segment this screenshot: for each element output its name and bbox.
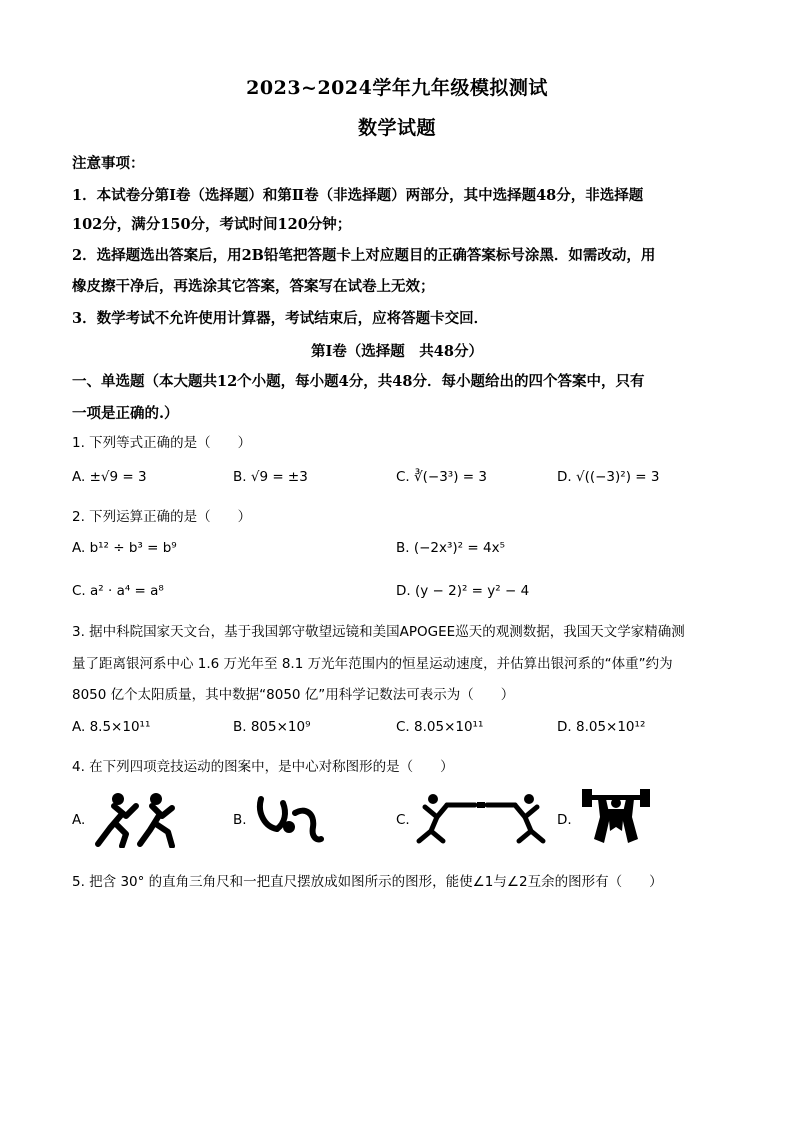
option-b: B. √9 = ±3	[233, 469, 308, 485]
notes-heading: 注意事项：	[72, 155, 145, 172]
exam-subject: 数学试题	[357, 117, 436, 139]
note-line: 3．数学考试不允许使用计算器，考试结束后，应将答题卡交回．	[72, 310, 489, 327]
weightlifting-pictogram	[580, 787, 652, 849]
option-c: C.	[396, 812, 410, 828]
option-d: D.	[557, 812, 572, 828]
section-instruction: 一项是正确的.）	[72, 405, 179, 422]
question-stem: 1. 下列等式正确的是（ ）	[72, 435, 252, 451]
section-instruction: 一、单选题（本大题共12个小题，每小题4分，共48分．每小题给出的四个答案中，只有	[72, 373, 645, 390]
option-c: C. ∛(−3³) = 3	[396, 469, 487, 485]
option-b: B. 805×10⁹	[233, 719, 311, 735]
note-line: 1．本试卷分第Ⅰ卷（选择题）和第Ⅱ卷（非选择题）两部分，其中选择题48分，非选择题	[72, 187, 644, 204]
wrestling-pictogram	[92, 790, 192, 848]
option-c: C. 8.05×10¹¹	[396, 719, 484, 735]
option-c: C. a² · a⁴ = a⁸	[72, 583, 164, 599]
note-line: 2．选择题选出答案后，用2B铅笔把答题卡上对应题目的正确答案标号涂黑．如需改动，用	[72, 247, 656, 264]
option-a: A. 8.5×10¹¹	[72, 719, 151, 735]
option-a: A.	[72, 812, 86, 828]
gymnastics-pictogram	[255, 793, 325, 845]
option-b: B.	[233, 812, 247, 828]
option-a: A. b¹² ÷ b³ = b⁹	[72, 540, 177, 556]
note-line: 橡皮擦干净后，再选涂其它答案，答案写在试卷上无效；	[72, 278, 435, 295]
question-stem: 4. 在下列四项竞技运动的图案中，是中心对称图形的是（ ）	[72, 759, 454, 775]
question-stem: 8050 亿个太阳质量，其中数据“8050 亿”用科学记数法可表示为（ ）	[72, 687, 515, 703]
note-line: 102分，满分150分，考试时间120分钟；	[72, 216, 352, 233]
exam-title: 2023~2024学年九年级模拟测试	[246, 77, 548, 99]
option-a: A. ±√9 = 3	[72, 469, 147, 485]
option-b: B. (−2x³)² = 4x⁵	[396, 540, 505, 556]
fencing-pictogram	[415, 793, 547, 845]
question-stem: 2. 下列运算正确的是（ ）	[72, 509, 252, 525]
question-stem: 量了距离银河系中心 1.6 万光年至 8.1 万光年范围内的恒星运动速度，并估算出银河系的“体重”约为	[72, 656, 673, 672]
option-d: D. (y − 2)² = y² − 4	[396, 583, 530, 599]
section-title: 第Ⅰ卷（选择题 共48分）	[311, 343, 483, 360]
question-stem: 5. 把含 30° 的直角三角尺和一把直尺摆放成如图所示的图形，能使∠1与∠2互余的图形有（ ）	[72, 874, 663, 890]
option-d: D. √((−3)²) = 3	[557, 469, 660, 485]
question-stem: 3. 据中科院国家天文台，基于我国郭守敬望远镜和美国APOGEE巡天的观测数据，我国天文学家精确测	[72, 624, 685, 640]
option-d: D. 8.05×10¹²	[557, 719, 646, 735]
